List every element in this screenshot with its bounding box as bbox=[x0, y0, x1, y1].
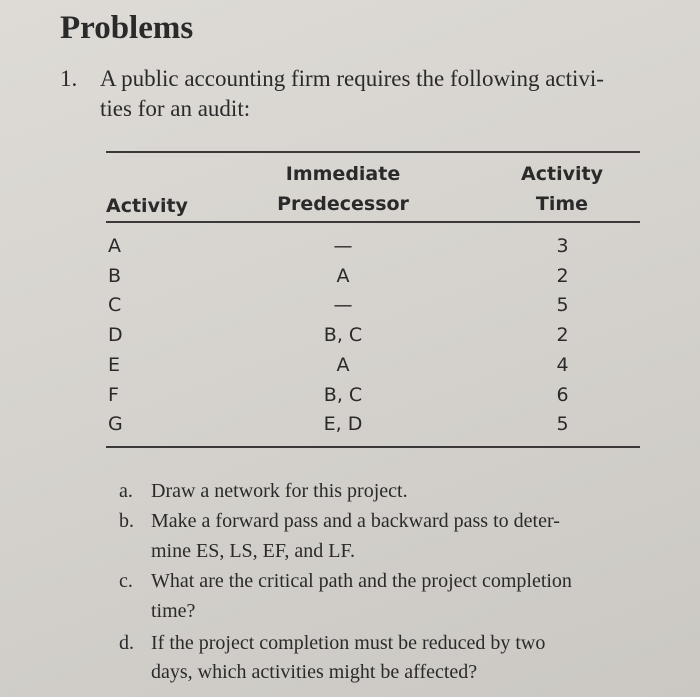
cell-activity: B bbox=[108, 264, 122, 287]
problem-number: 1. bbox=[60, 66, 78, 91]
table-top-rule bbox=[106, 151, 640, 153]
cell-activity: E bbox=[108, 353, 121, 376]
cell-predecessor: E, D bbox=[323, 413, 363, 436]
header-predecessor-line2: Predecessor bbox=[277, 193, 409, 215]
cell-predecessor: B, C bbox=[323, 383, 363, 406]
cell-predecessor: A bbox=[336, 353, 350, 376]
cell-predecessor: — bbox=[333, 294, 353, 317]
subquestion-text: Make a forward pass and a backward pass to deter- bbox=[151, 510, 560, 532]
cell-time: 5 bbox=[556, 294, 569, 317]
cell-time: 3 bbox=[556, 235, 569, 257]
table-header-rule bbox=[106, 221, 640, 223]
header-activity: Activity bbox=[106, 195, 188, 217]
cell-time: 2 bbox=[556, 324, 569, 347]
problem-text-line2: ties for an audit: bbox=[100, 96, 251, 121]
subquestion-text: If the project completion must be reduced by two bbox=[151, 632, 546, 654]
subquestion-text: What are the critical path and the project completion bbox=[151, 570, 572, 592]
cell-activity: G bbox=[108, 413, 123, 436]
cell-activity: D bbox=[108, 324, 123, 347]
subquestion-label: d. bbox=[119, 632, 134, 654]
subquestion-text: time? bbox=[151, 600, 196, 622]
cell-time: 6 bbox=[556, 383, 569, 406]
cell-activity: F bbox=[108, 383, 119, 406]
section-title: Problems bbox=[60, 10, 194, 46]
subquestion-label: b. bbox=[119, 510, 134, 532]
problem-text-line1: A public accounting firm requires the following activi- bbox=[100, 66, 604, 91]
header-predecessor-line1: Immediate bbox=[285, 163, 401, 185]
cell-predecessor: — bbox=[333, 235, 353, 257]
cell-activity: A bbox=[108, 235, 121, 257]
subquestion-label: c. bbox=[119, 570, 133, 592]
cell-time: 4 bbox=[556, 353, 569, 376]
header-time-line1: Activity bbox=[521, 163, 603, 185]
subquestion-label: a. bbox=[119, 480, 133, 502]
cell-time: 2 bbox=[556, 264, 569, 287]
table-bottom-rule bbox=[106, 446, 640, 448]
cell-time: 5 bbox=[556, 413, 569, 436]
header-time-line2: Time bbox=[535, 193, 589, 215]
cell-activity: C bbox=[108, 294, 122, 317]
cell-predecessor: B, C bbox=[323, 324, 363, 347]
cell-predecessor: A bbox=[336, 264, 350, 287]
subquestion-text: Draw a network for this project. bbox=[151, 480, 408, 502]
subquestion-text: mine ES, LS, EF, and LF. bbox=[151, 540, 356, 562]
subquestion-text: days, which activities might be affected? bbox=[151, 661, 478, 683]
